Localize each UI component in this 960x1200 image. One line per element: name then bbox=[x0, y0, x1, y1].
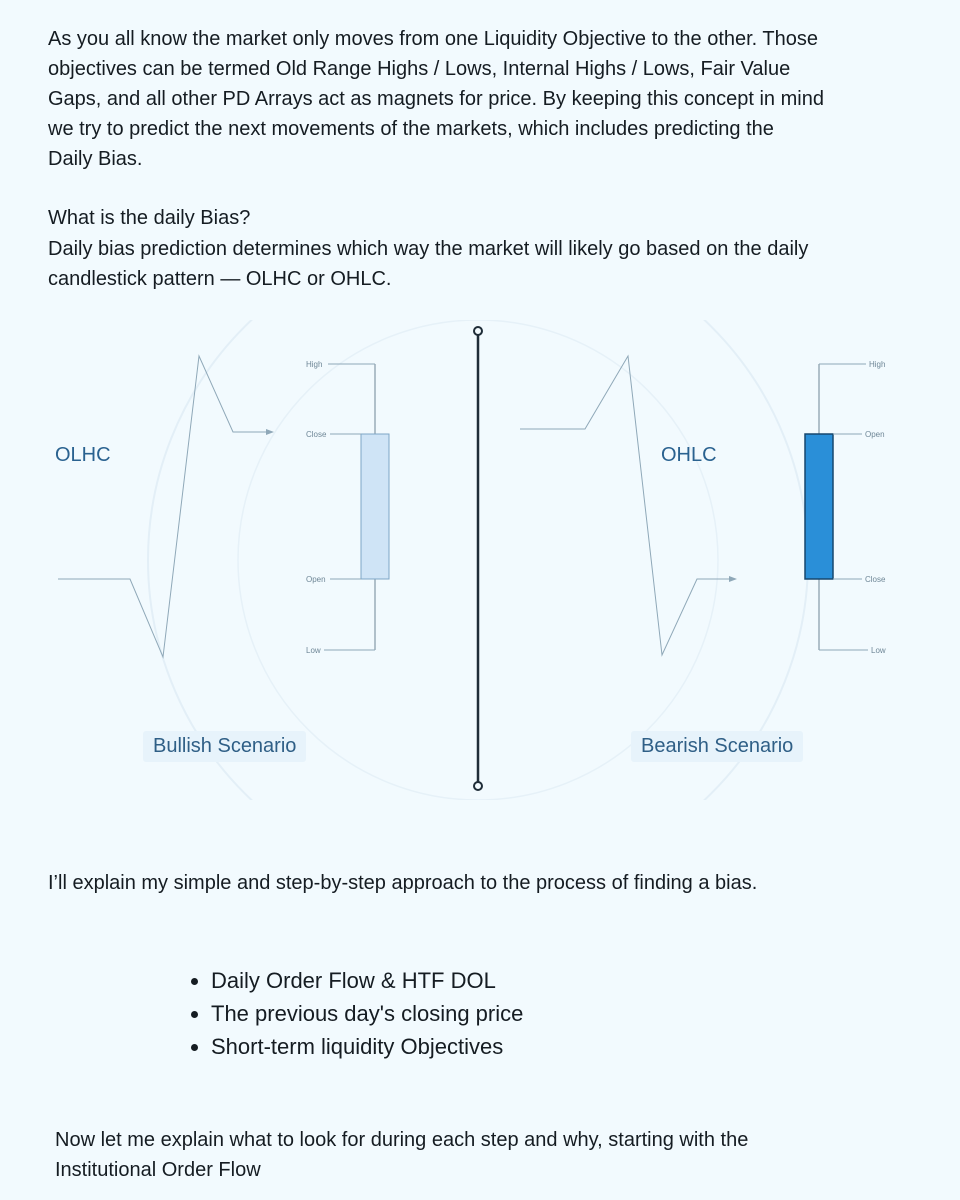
bearish-pattern-label: OHLC bbox=[661, 444, 717, 466]
bullish-scenario-label: Bullish Scenario bbox=[143, 731, 306, 762]
intro-line: As you all know the market only moves from one Liquidity Objective to the other. Those bbox=[48, 28, 819, 50]
level-label-close: Close bbox=[306, 430, 327, 439]
intro-line: Daily Bias. bbox=[48, 148, 143, 170]
divider-end-cap bbox=[474, 782, 482, 790]
definition-line: Daily bias prediction determines which way the market will likely go based on the daily bbox=[48, 238, 809, 260]
level-label-low: Low bbox=[871, 646, 886, 655]
level-label-open: Open bbox=[306, 575, 326, 584]
intro-line: Gaps, and all other PD Arrays act as magnets for price. By keeping this concept in mind bbox=[48, 88, 824, 110]
closing-line: Now let me explain what to look for during each step and why, starting with the bbox=[55, 1129, 749, 1151]
definition-question: What is the daily Bias? bbox=[48, 207, 251, 229]
intro-line: objectives can be termed Old Range Highs / Lows, Internal Highs / Lows, Fair Value bbox=[48, 58, 791, 80]
definition-paragraph bbox=[48, 234, 906, 294]
bullish-price-path bbox=[58, 356, 268, 657]
bearish-price-path bbox=[520, 356, 730, 655]
intro-line: we try to predict the next movements of the markets, which includes predicting the bbox=[48, 118, 774, 140]
level-label-high: High bbox=[869, 360, 886, 369]
list-item: • Daily Order Flow & HTF DOL bbox=[211, 964, 523, 997]
closing-paragraph bbox=[55, 1125, 899, 1185]
intro-paragraph bbox=[48, 24, 906, 174]
arrow-head-icon bbox=[729, 576, 737, 582]
bearish-scenario-label: Bearish Scenario bbox=[631, 731, 803, 762]
list-item: • Short-term liquidity Objectives bbox=[211, 1030, 523, 1063]
level-label-close: Close bbox=[865, 575, 886, 584]
closing-line: Institutional Order Flow bbox=[55, 1159, 261, 1181]
list-item: • The previous day's closing price bbox=[211, 997, 523, 1030]
definition-line: candlestick pattern — OLHC or OHLC. bbox=[48, 268, 392, 290]
bullish-pattern-label: OLHC bbox=[55, 444, 111, 466]
divider-end-cap bbox=[474, 327, 482, 335]
steps-list bbox=[183, 964, 523, 1063]
bearish-candle-body bbox=[805, 434, 833, 579]
level-label-high: High bbox=[306, 360, 323, 369]
bullish-candle-body bbox=[361, 434, 389, 579]
level-label-low: Low bbox=[306, 646, 321, 655]
approach-sentence: I’ll explain my simple and step-by-step approach to the process of finding a bias. bbox=[48, 872, 758, 894]
level-label-open: Open bbox=[865, 430, 885, 439]
bias-diagram bbox=[0, 320, 960, 800]
